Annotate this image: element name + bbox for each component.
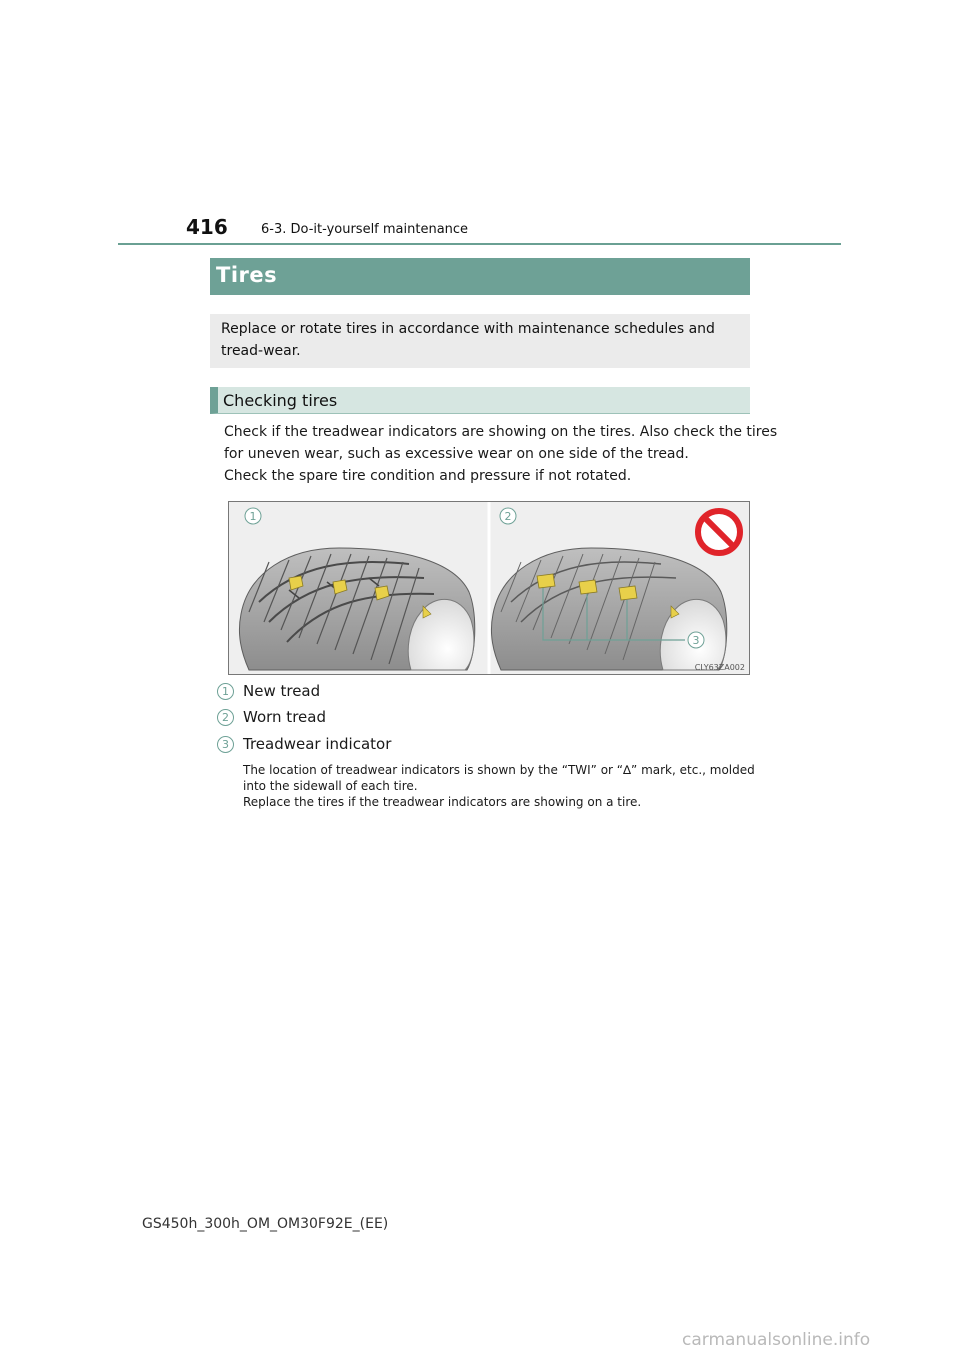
tire-new-tread-illustration [239,548,474,670]
tire-worn-tread-illustration [491,548,726,670]
watermark: carmanualsonline.info [682,1330,871,1350]
callout-2 [500,508,516,524]
legend-number-1: 1 [217,683,234,700]
figure-code: CLY63ZA002 [694,663,745,672]
section-title-bar [210,258,750,295]
page-number: 416 [186,215,228,239]
callout-3-label: 3 [692,634,700,647]
body-text-line: Check the spare tire condition and pressure if not rotated. [224,468,632,484]
callout-1 [245,508,261,524]
note-line: into the sidewall of each tire. [243,779,418,793]
intro-text: Replace or rotate tires in accordance with maintenance schedules and tread-wear. [221,321,715,359]
callout-1-label: 1 [249,510,257,523]
prohibition-icon [698,511,740,553]
legend-label-new-tread: New tread [243,682,321,700]
legend-number-2: 2 [217,709,234,726]
chapter-title: 6-3. Do-it-yourself maintenance [261,222,469,237]
callout-3 [688,632,704,648]
body-text-line: for uneven wear, such as excessive wear on one side of the tread. [224,446,689,462]
tire-figure-drawing [229,502,749,674]
section-title: Tires [216,263,278,287]
legend-label-worn-tread: Worn tread [243,708,326,726]
legend-number-3: 3 [217,736,234,753]
body-text-line: Check if the treadwear indicators are showing on the tires. Also check the tires [224,424,778,440]
footer-document-code: GS450h_300h_OM_OM30F92E_(EE) [142,1216,389,1232]
note-line: Replace the tires if the treadwear indicators are showing on a tire. [243,795,642,809]
tire-figure [228,501,750,675]
header-rule [118,243,841,245]
note-line: The location of treadwear indicators is shown by the “TWI” or “∆” mark, etc., molded [243,763,755,777]
subsection-title: Checking tires [223,391,338,410]
callout-2-label: 2 [504,510,512,523]
legend-label-treadwear-indicator: Treadwear indicator [243,735,392,753]
